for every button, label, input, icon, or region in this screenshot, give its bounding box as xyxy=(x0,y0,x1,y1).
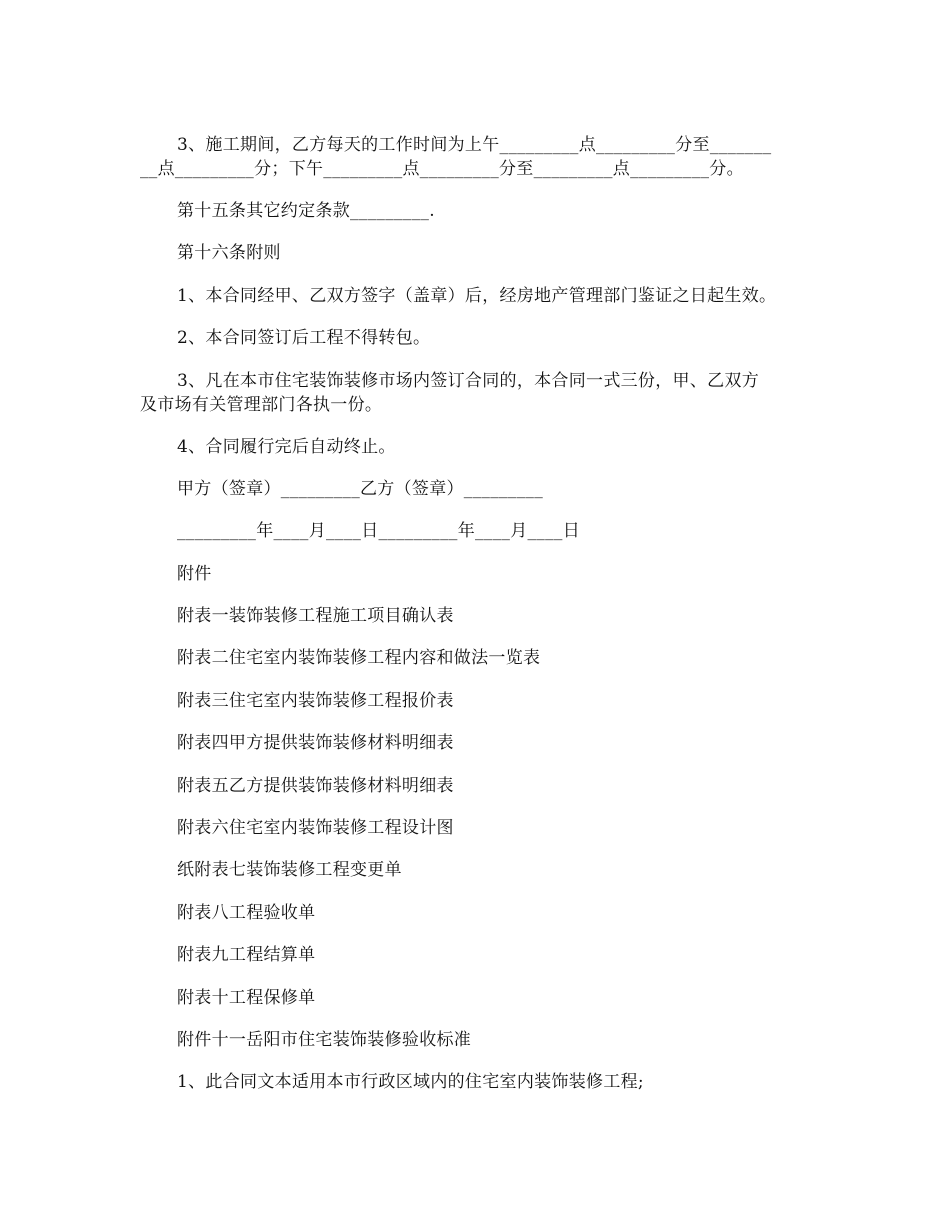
attachment-item: 附表四甲方提供装饰装修材料明细表 xyxy=(177,733,454,753)
final-item: 1、此合同文本适用本市行政区域内的住宅室内装饰装修工程; xyxy=(177,1072,644,1092)
attachment-item: 附表六住宅室内装饰装修工程设计图 xyxy=(177,818,454,838)
clause-3-line-2: __点_________分；下午_________点_________分至_________点_________分。 xyxy=(140,159,744,179)
attachment-item: 附表九工程结算单 xyxy=(177,945,316,965)
attachment-item: 附表十工程保修单 xyxy=(177,988,316,1008)
attachments-heading: 附件 xyxy=(177,564,212,584)
article-16: 第十六条附则 xyxy=(177,243,281,263)
attachment-item: 附表三住宅室内装饰装修工程报价表 xyxy=(177,691,454,711)
item-4: 4、合同履行完后自动终止。 xyxy=(177,437,396,457)
item-3-line-2: 及市场有关管理部门各执一份。 xyxy=(140,395,383,415)
attachment-item: 附表一装饰装修工程施工项目确认表 xyxy=(177,606,454,626)
attachment-item: 附表八工程验收单 xyxy=(177,903,316,923)
item-3-line-1: 3、凡在本市住宅装饰装修市场内签订合同的，本合同一式三份，甲、乙双方 xyxy=(177,371,760,391)
attachment-item: 附件十一岳阳市住宅装饰装修验收标准 xyxy=(177,1030,472,1050)
attachment-item: 纸附表七装饰装修工程变更单 xyxy=(177,860,402,880)
item-1: 1、本合同经甲、乙双方签字（盖章）后，经房地产管理部门鉴证之日起生效。 xyxy=(177,286,777,306)
attachment-item: 附表五乙方提供装饰装修材料明细表 xyxy=(177,776,454,796)
attachment-item: 附表二住宅室内装饰装修工程内容和做法一览表 xyxy=(177,648,541,668)
signature-line: 甲方（签章）_________乙方（签章）_________ xyxy=(177,479,543,499)
clause-3-line-1: 3、施工期间，乙方每天的工作时间为上午_________点_________分至_______ xyxy=(177,135,772,155)
article-15: 第十五条其它约定条款_________. xyxy=(177,201,435,221)
item-2: 2、本合同签订后工程不得转包。 xyxy=(177,328,431,348)
date-line: _________年____月____日_________年____月____日 xyxy=(177,521,580,541)
